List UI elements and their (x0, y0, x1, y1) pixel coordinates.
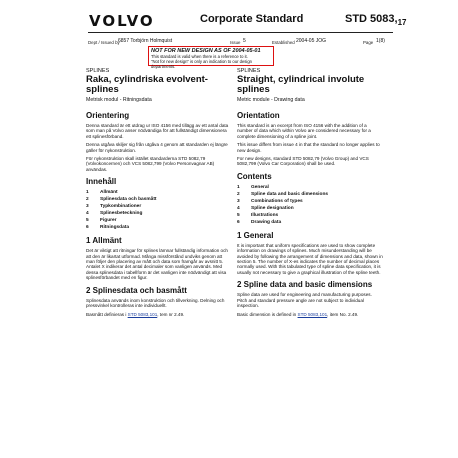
section-2-paragraph-2 (86, 312, 232, 317)
orientation-paragraph-1: Denna standard är ett utdrag ur ISO 4156 med tillägg av ett antal data som man på Volvo anser nödvändiga för att fullständigt dimensionera ett splinesförband. (86, 123, 229, 139)
toc-title: Figurer (100, 218, 117, 224)
swedish-title: Raka, cylindriska evolvent-splines (86, 74, 208, 95)
standard-version: 17 (397, 18, 407, 28)
std-5083-101-link[interactable]: STD 5083,101 (297, 311, 328, 317)
section-1-heading: 1 General (237, 230, 274, 240)
toc-item[interactable] (86, 210, 232, 217)
toc-number: 1 (237, 184, 240, 190)
section-1-paragraph: Det är viktigt att ritningar för splines lämnar fullständig information och att den är likartat utformad. Många missförstånd undviks genom att man följer den placering av mått och data som framgår av avsnitt 5. Antalet X indikerar det antal decimaler som vanligen används. Med dessa splinesdata i tabellform är det vanligen inte nödvändigt att visa splinesförbandet med en figur. (86, 248, 228, 281)
orientation-paragraph-3: For new designs, standard STD 5082,79 (Volvo Group) and VCS 5082,799 (Volvo Car Corporation) shall be used. (237, 156, 369, 167)
basic-dim-text-end: , tem nr 2.49. (157, 311, 185, 317)
issue-label: Issue (230, 40, 241, 45)
section-2-heading: 2 Spline data and basic dimensions (237, 280, 373, 290)
volvo-logo: VOLVO (89, 12, 155, 30)
toc-title: Splinesdata och basmått (100, 197, 157, 203)
orientation-paragraph-3: För nykonstruktion skall istället standarderna STD 5082,79 (Volvokoncernen) och VCS 5082,799 (Volvo Personvagnar AB) användas. (86, 156, 215, 172)
english-column (237, 68, 383, 320)
notice-title: NOT FOR NEW DESIGN AS OF 2004-05-01 (151, 48, 261, 54)
orientation-heading: Orientering (86, 111, 130, 120)
toc-item[interactable] (86, 196, 232, 203)
toc-number: 5 (237, 212, 240, 218)
toc-item[interactable] (237, 205, 383, 212)
contents-heading: Innehåll (86, 177, 117, 187)
not-for-new-design-notice (148, 46, 274, 69)
orientation-paragraph-1: This standard is an excerpt from ISO 4156 with the addition of a number of data which within Volvo are considered necessary for a complete dimensioning of a spline joint. (237, 123, 371, 139)
toc-title: Drawing data (251, 219, 282, 225)
header-rule (88, 32, 393, 33)
toc-number: 4 (237, 205, 240, 211)
standard-number (345, 13, 407, 27)
toc-number: 6 (86, 225, 89, 231)
category-label: SPLINES (86, 68, 110, 74)
swedish-column (86, 68, 232, 320)
toc-number: 3 (237, 198, 240, 204)
basic-dim-text: Basmått definieras i (86, 311, 128, 317)
toc-item[interactable] (86, 217, 232, 224)
toc-item[interactable] (86, 189, 232, 196)
toc-number: 3 (86, 204, 89, 210)
dept-value: 6857 Torbjörn Holmquist (118, 38, 173, 44)
page-label: Page (363, 40, 374, 45)
table-of-contents (86, 189, 232, 231)
basic-dim-text-end: , item No. 2.49. (327, 311, 359, 317)
section-2-paragraph-1: Spline data are used for engineering and manufacturing purposes. Pitch and standard pressure angle are not subject to individual inspection. (237, 292, 372, 309)
established-value: 2004-05 JOG (296, 38, 327, 44)
toc-item[interactable] (237, 198, 383, 205)
orientation-paragraph-2: Denna utgåva skiljer sig från utgåva 4 genom att standarden ej längre gäller för nykonstruktion. (86, 142, 228, 153)
basic-dim-text: Basic dimension is defined in (237, 311, 298, 317)
swedish-subtitle: Metrisk modul - Ritningsdata (86, 97, 152, 103)
toc-title: General (251, 184, 269, 190)
toc-item[interactable] (86, 224, 232, 231)
toc-number: 1 (86, 190, 89, 196)
toc-number: 5 (86, 218, 89, 224)
dept-label: Dept / Issued by (88, 40, 120, 45)
category-label: SPLINES (237, 68, 261, 74)
section-1-heading: 1 Allmänt (86, 236, 122, 246)
english-title: Straight, cylindrical involute splines (237, 74, 365, 95)
toc-item[interactable] (237, 212, 383, 219)
toc-title: Ritningsdata (100, 225, 130, 231)
toc-item[interactable] (237, 219, 383, 226)
notice-line-2: This standard is valid when there is a reference to it. (151, 54, 248, 59)
toc-number: 2 (86, 197, 89, 203)
toc-title: Spline designation (251, 205, 294, 211)
toc-item[interactable] (86, 203, 232, 210)
table-of-contents (237, 184, 383, 226)
std-5083-101-link[interactable]: STD 5083,101 (127, 311, 158, 317)
section-2-paragraph-2 (237, 312, 383, 317)
orientation-paragraph-2: This issue differs from issue 4 in that the standard no longer applies to new design. (237, 142, 380, 153)
toc-number: 2 (237, 191, 240, 197)
toc-number: 6 (237, 219, 240, 225)
section-1-paragraph: It is important that uniform specifications are used to show complete information on drawings of splines. Much misunderstanding will be avoided by following the arrangement of dimensions and data, shown in section 5. The number of X-es indicates the number of decimal places normally used. With this tabulated type of spline data specification, it is usually not necessary to give a graphical illustration of the spline teeth. (237, 242, 383, 275)
document-title: Corporate Standard (200, 13, 304, 25)
established-label: Established (272, 40, 295, 45)
toc-title: Combinations of types (251, 198, 303, 204)
toc-number: 4 (86, 211, 89, 217)
toc-title: Allmänt (100, 190, 118, 196)
standard-number-main: STD 5083, (345, 13, 398, 25)
toc-title: Illustrations (251, 212, 279, 218)
contents-heading: Contents (237, 171, 272, 181)
english-subtitle: Metric module - Drawing data (237, 97, 305, 103)
section-2-paragraph-1: Splinesdata används inom konstruktion och tillverkning. Delning och pressvinkel kontrolleras inte individuellt. (86, 297, 225, 309)
notice-line-3: "Not for new design" is only an indication to our design departments. (151, 59, 252, 69)
toc-title: Typkombinationer (100, 204, 142, 210)
section-2-heading: 2 Splinesdata och basmått (86, 285, 187, 295)
toc-title: Splinesbeteckning (100, 211, 143, 217)
toc-item[interactable] (237, 184, 383, 191)
toc-item[interactable] (237, 191, 383, 198)
issue-value: 5 (243, 38, 246, 44)
page-value: 1(8) (376, 38, 385, 44)
orientation-heading: Orientation (237, 111, 280, 120)
toc-title: Spline data and basic dimensions (251, 191, 329, 197)
